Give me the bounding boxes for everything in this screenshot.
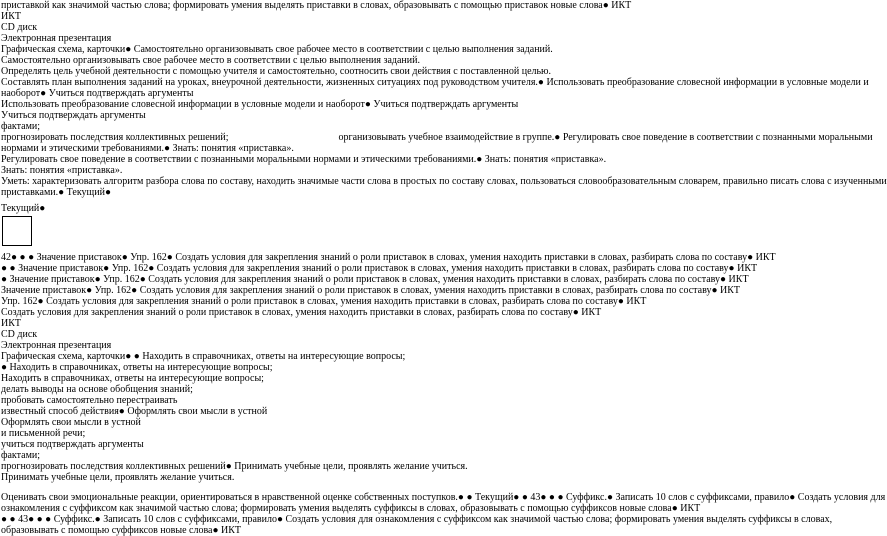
text-line-bottom-8: CD диск: [1, 329, 38, 340]
text-line-end-4: образовывать с помощью суффиксов новые слова● ИКТ: [1, 525, 242, 536]
text-line-bottom-18: учиться подтверждать аргументы: [1, 439, 144, 450]
spacer: [1, 483, 813, 492]
text-line-bottom-15: известный способ действия● Оформлять свои мысли в устной: [1, 406, 268, 417]
text-line-top-8: Составлять план выполнения заданий на уроках, внеурочной деятельности, жизненных ситуациях под руководством учителя.● Использовать преобразование словесной информации в условные модели и: [1, 77, 869, 88]
text-line-mid-5: приставками.● Текущий●: [1, 187, 111, 198]
text-line-bottom-7: ИКТ: [1, 318, 21, 329]
lesson-plan-text-end: [1, 492, 886, 536]
document-body: [1, 0, 887, 536]
text-line-end-3: ● ● 43● ● ● Суффикс.● Записать 10 слов с суффиксами, правило● Создать условия для ознакомления с суффиксом как значимой частью слова; формировать умения выделять суффиксы в словах,: [1, 514, 833, 525]
lesson-plan-text-bottom: [1, 252, 813, 483]
text-line-bottom-10: Графическая схема, карточки● ● Находить в справочниках, ответы на интересующие вопросы;: [1, 351, 406, 362]
text-line-bottom-11: ● Находить в справочниках, ответы на интересующие вопросы;: [1, 362, 273, 373]
text-line-top-7: Определять цель учебной деятельности с помощью учителя и самостоятельно, соотносить свои действия с поставленной целью.: [1, 66, 552, 77]
text-line-bottom-5: Упр. 162● Создать условия для закрепления знаний о роли приставок в словах, умения находить приставки в словах, разбирать слова по составу● ИКТ: [1, 296, 647, 307]
text-line-bottom-1: 42● ● ● Значение приставок● Упр. 162● Создать условия для закрепления знаний о роли приставок в словах, умения находить приставки в словах, разбирать слова по составу● ИКТ: [1, 252, 776, 263]
text-line-bottom-14: пробовать самостоятельно перестраивать: [1, 395, 178, 406]
text-line-top-11: Учиться подтверждать аргументы: [1, 110, 146, 121]
text-line-bottom-21: Принимать учебные цели, проявлять желание учиться.: [1, 472, 235, 483]
collaboration-left-text: прогнозировать последствия коллективных решений;: [1, 132, 229, 143]
text-line-bottom-9: Электронная презентация: [1, 340, 112, 351]
text-line-bottom-12: Находить в справочниках, ответы на интересующие вопросы;: [1, 373, 264, 384]
text-line-bottom-2: ● ● Значение приставок● Упр. 162● Создать условия для закрепления знаний о роли приставок в словах, умения находить приставки в словах, разбирать слова по составу● ИКТ: [1, 263, 758, 274]
text-line-bottom-16: Оформлять свои мысли в устной: [1, 417, 141, 428]
text-line-mid-1: нормами и этическими требованиями.● Знать: понятия «приставка».: [1, 143, 294, 154]
text-line-top-3: CD диск: [1, 22, 38, 33]
text-line-top-1: приставкой как значимой частью слова; формировать умения выделять приставки в словах, образовывать с помощью приставок новые слова● ИКТ: [1, 0, 632, 11]
text-line-end-2: ознакомления с суффиксом как значимой частью слова; формировать умения выделять суффиксы в словах, образовывать с помощью суффиксов новые слова● ИКТ: [1, 503, 701, 514]
text-line-bottom-19: фактами;: [1, 450, 41, 461]
text-line-end-1: Оценивать свои эмоциональные реакции, ориентироваться в нравственной оценке собственных поступков.● ● Текущий● ● 43● ● ● Суффикс.● Записать 10 слов с суффиксами, правило● Создать условия для: [1, 492, 886, 503]
text-line-bottom-4: Значение приставок● Упр. 162● Создать условия для закрепления знаний о роли приставок в словах, умения находить приставки в словах, разбирать слова по составу● ИКТ: [1, 285, 741, 296]
text-line-top-4: Электронная презентация: [1, 33, 112, 44]
text-line-mid-4: Уметь: характеризовать алгоритм разбора слова по составу, находить значимые части слова в простых по составу словах, пользоваться словообразовательным словарем, правильно писать слова с изученными: [1, 176, 887, 187]
collaboration-line: [1, 132, 873, 143]
text-line-top-6: Самостоятельно организовывать свое рабочее место в соответствии с целью выполнения заданий.: [1, 55, 420, 66]
text-line-top-9: наоборот● Учиться подтверждать аргументы: [1, 88, 194, 99]
text-line-bottom-13: делать выводы на основе обобщения знаний;: [1, 384, 193, 395]
text-line-top-2: ИКТ: [1, 11, 21, 22]
text-line-top-10: Использовать преобразование словесной информации в условные модели и наоборот● Учиться подтверждать аргументы: [1, 99, 519, 110]
text-line-top-5: Графическая схема, карточки● Самостоятельно организовывать свое рабочее место в соответствии с целью выполнения заданий.: [1, 44, 553, 55]
text-line-bottom-3: ● Значение приставок● Упр. 162● Создать условия для закрепления знаний о роли приставок в словах, умения находить приставки в словах, разбирать слова по составу● ИКТ: [1, 274, 749, 285]
text-line-bottom-6: Создать условия для закрепления знаний о роли приставок в словах, умения находить приставки в словах, разбирать слова по составу● ИКТ: [1, 307, 602, 318]
empty-cell-box: [2, 216, 32, 246]
text-line-mid-3: Знать: понятия «приставка».: [1, 165, 123, 176]
lesson-plan-text-top: [1, 0, 869, 132]
text-line-mid-2: Регулировать свое поведение в соответствии с познанными моральными нормами и этическими требованиями.● Знать: понятия «приставка».: [1, 154, 607, 165]
text-line-bottom-17: и письменной речи;: [1, 428, 86, 439]
text-line-bottom-20: прогнозировать последствия коллективных решений● Принимать учебные цели, проявлять желание учиться.: [1, 461, 468, 472]
current-label: Текущий●: [1, 203, 46, 214]
collaboration-right-text: организовывать учебное взаимодействие в группе.● Регулировать свое поведение в соответствии с познанными моральными: [338, 132, 873, 143]
text-line-top-12: фактами;: [1, 121, 41, 132]
lesson-plan-text-middle: [1, 143, 887, 198]
